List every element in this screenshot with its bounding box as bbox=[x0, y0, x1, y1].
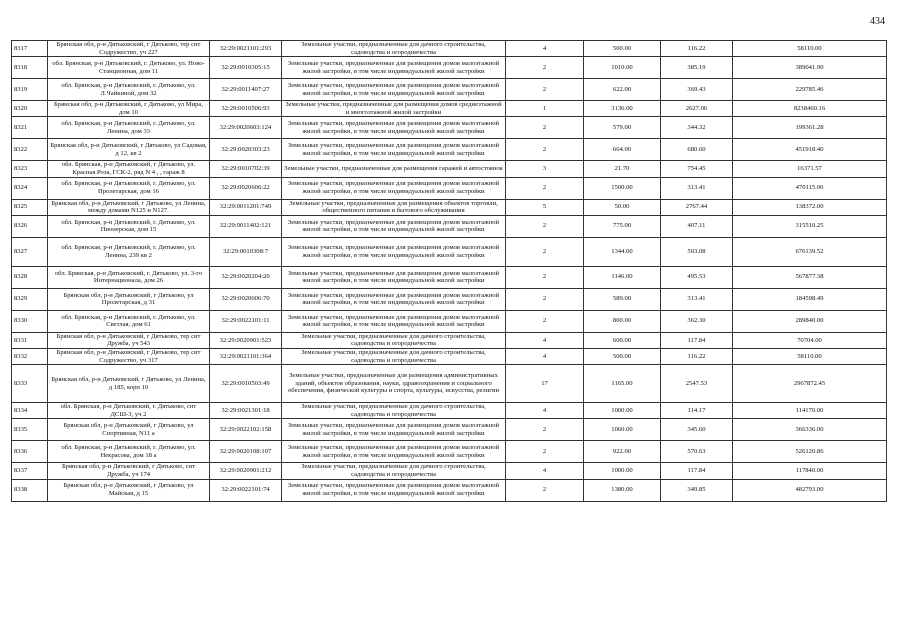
table-row bbox=[12, 215, 887, 237]
table-row bbox=[12, 101, 887, 117]
area-cell: 664.00 bbox=[584, 139, 661, 161]
cadastral-number-cell: 32:29:0010506:93 bbox=[210, 101, 282, 117]
specific-value-cell: 503.08 bbox=[661, 237, 733, 266]
address-cell: Брянская обл, р-н Дятьковский, г Дятьково, ул Ленина, между домами N125 и N127. bbox=[48, 199, 210, 215]
use-group-cell: 2 bbox=[506, 117, 584, 139]
specific-value-cell: 313.41 bbox=[661, 288, 733, 310]
table-row bbox=[12, 266, 887, 288]
row-number: 8319 bbox=[12, 79, 48, 101]
row-number: 8324 bbox=[12, 177, 48, 199]
cadastral-number-cell: 32:29:0010305:15 bbox=[210, 57, 282, 79]
specific-value-cell: 2627.06 bbox=[661, 101, 733, 117]
address-cell: обл. Брянская, р-н Дятьковский, г. Дятьково, ул. Л.Чайкиной, дом 32 bbox=[48, 79, 210, 101]
cadastral-value-cell: 482793.00 bbox=[733, 479, 887, 501]
cadastral-number-cell: 32:29:0011201:749 bbox=[210, 199, 282, 215]
area-cell: 1060.00 bbox=[584, 419, 661, 441]
row-number: 8330 bbox=[12, 310, 48, 332]
use-group-cell: 17 bbox=[506, 365, 584, 403]
land-use-cell: Земельные участки, предназначенные для размещения домов малоэтажной жилой застройки, в том числе индивидуальной жилой застройки bbox=[282, 237, 506, 266]
use-group-cell: 2 bbox=[506, 57, 584, 79]
row-number: 8337 bbox=[12, 463, 48, 479]
cadastral-value-cell: 366336.00 bbox=[733, 419, 887, 441]
cadastral-value-cell: 8238460.16 bbox=[733, 101, 887, 117]
cadastral-number-cell: 32:29:0020603:124 bbox=[210, 117, 282, 139]
table-row bbox=[12, 441, 887, 463]
row-number: 8332 bbox=[12, 348, 48, 364]
specific-value-cell: 116.22 bbox=[661, 41, 733, 57]
table-body bbox=[12, 41, 887, 502]
area-cell: 1010.00 bbox=[584, 57, 661, 79]
cadastral-value-cell: 199361.28 bbox=[733, 117, 887, 139]
row-number: 8323 bbox=[12, 161, 48, 177]
address-cell: обл. Брянская, р-н Дятьковский, г. Дятьково, ул. Ленина, дом 33 bbox=[48, 117, 210, 139]
address-cell: Брянская обл, р-н Дятьковский, г Дятьково, ул Пролетарская, д 31 bbox=[48, 288, 210, 310]
area-cell: 1146.00 bbox=[584, 266, 661, 288]
use-group-cell: 2 bbox=[506, 288, 584, 310]
specific-value-cell: 349.85 bbox=[661, 479, 733, 501]
row-number: 8318 bbox=[12, 57, 48, 79]
address-cell: Брянская обл, р-н Дятьковский, г Дятьково, ул Ленина, д 185, корп 10 bbox=[48, 365, 210, 403]
table-row bbox=[12, 310, 887, 332]
cadastral-number-cell: 32:29:0021101:293 bbox=[210, 41, 282, 57]
area-cell: 1380.00 bbox=[584, 479, 661, 501]
land-use-cell: Земельные участки, предназначенные для дачного строительства, садоводства и огородничества bbox=[282, 463, 506, 479]
area-cell: 800.00 bbox=[584, 310, 661, 332]
area-cell: 1000.00 bbox=[584, 403, 661, 419]
specific-value-cell: 385.19 bbox=[661, 57, 733, 79]
specific-value-cell: 116.22 bbox=[661, 348, 733, 364]
cadastral-number-cell: 32:29:0020901:523 bbox=[210, 332, 282, 348]
table-row bbox=[12, 288, 887, 310]
table-row bbox=[12, 177, 887, 199]
area-cell: 622.00 bbox=[584, 79, 661, 101]
cadastral-registry-table bbox=[11, 40, 887, 502]
land-use-cell: Земельные участки, предназначенные для размещения домов малоэтажной жилой застройки, в том числе индивидуальной жилой застройки bbox=[282, 441, 506, 463]
cadastral-value-cell: 567877.38 bbox=[733, 266, 887, 288]
cadastral-value-cell: 58110.00 bbox=[733, 41, 887, 57]
use-group-cell: 5 bbox=[506, 199, 584, 215]
table-row bbox=[12, 161, 887, 177]
row-number: 8326 bbox=[12, 215, 48, 237]
address-cell: Брянская обл, р-н Дятьковский, г Дятьково, тер снт Содружество, уч 317 bbox=[48, 348, 210, 364]
cadastral-value-cell: 470115.00 bbox=[733, 177, 887, 199]
land-use-cell: Земельные участки, предназначенные для размещения домов малоэтажной жилой застройки, в том числе индивидуальной жилой застройки bbox=[282, 117, 506, 139]
land-use-cell: Земельные участки, предназначенные для размещения домов среднеэтажной и многоэтажной жилой застройки bbox=[282, 101, 506, 117]
cadastral-value-cell: 58110.00 bbox=[733, 348, 887, 364]
table-row bbox=[12, 79, 887, 101]
cadastral-number-cell: 32:29:0022102:158 bbox=[210, 419, 282, 441]
land-use-cell: Земельные участки, предназначенные для размещения административных зданий, объектов образования, науки, здравоохранения и социального обеспечения, физической культуры и спорта, культуры, искусства, религии bbox=[282, 365, 506, 403]
specific-value-cell: 2767.44 bbox=[661, 199, 733, 215]
area-cell: 21.70 bbox=[584, 161, 661, 177]
land-use-cell: Земельные участки, предназначенные для размещения домов малоэтажной жилой застройки, в том числе индивидуальной жилой застройки bbox=[282, 215, 506, 237]
cadastral-number-cell: 32:29:0010503:49 bbox=[210, 365, 282, 403]
use-group-cell: 2 bbox=[506, 139, 584, 161]
land-use-cell: Земельные участки, предназначенные для размещения домов малоэтажной жилой застройки, в том числе индивидуальной жилой застройки bbox=[282, 79, 506, 101]
specific-value-cell: 495.53 bbox=[661, 266, 733, 288]
land-use-cell: Земельные участки, предназначенные для размещения домов малоэтажной жилой застройки, в том числе индивидуальной жилой застройки bbox=[282, 139, 506, 161]
address-cell: обл. Брянская, р-н Дятьковский, г. Дятьково, ул. Пролетарская, дом 16 bbox=[48, 177, 210, 199]
use-group-cell: 2 bbox=[506, 237, 584, 266]
row-number: 8322 bbox=[12, 139, 48, 161]
cadastral-number-cell: 32:29:0020204:20 bbox=[210, 266, 282, 288]
use-group-cell: 3 bbox=[506, 161, 584, 177]
table-row bbox=[12, 117, 887, 139]
cadastral-value-cell: 114170.00 bbox=[733, 403, 887, 419]
area-cell: 600.00 bbox=[584, 332, 661, 348]
row-number: 8325 bbox=[12, 199, 48, 215]
table-row bbox=[12, 237, 887, 266]
specific-value-cell: 680.60 bbox=[661, 139, 733, 161]
table-row bbox=[12, 139, 887, 161]
cadastral-number-cell: 32:29:0020606:70 bbox=[210, 288, 282, 310]
cadastral-number-cell: 32:29:0022101:74 bbox=[210, 479, 282, 501]
cadastral-value-cell: 117840.00 bbox=[733, 463, 887, 479]
row-number: 8333 bbox=[12, 365, 48, 403]
address-cell: Брянская обл, р-н Дятьковский, г Дятьково, ул Спортивная, N11 а bbox=[48, 419, 210, 441]
cadastral-number-cell: 32:29:0020606:22 bbox=[210, 177, 282, 199]
use-group-cell: 2 bbox=[506, 177, 584, 199]
address-cell: обл. Брянская, р-н Дятьковский, г. Дятьково, ул. Ново-Станционная, дом 11 bbox=[48, 57, 210, 79]
address-cell: Брянская обл, р-н Дятьковский, г Дятьково, ул Мира, дом 10 bbox=[48, 101, 210, 117]
use-group-cell: 2 bbox=[506, 266, 584, 288]
area-cell: 50.00 bbox=[584, 199, 661, 215]
cadastral-number-cell: 32:29:0020303:23 bbox=[210, 139, 282, 161]
cadastral-number-cell: 32:29:0010702:39 bbox=[210, 161, 282, 177]
address-cell: обл. Брянская, р-н Дятьковский, г. Дятьково, ул. Пионерская, дом 15 bbox=[48, 215, 210, 237]
cadastral-value-cell: 138372.00 bbox=[733, 199, 887, 215]
specific-value-cell: 2547.53 bbox=[661, 365, 733, 403]
cadastral-value-cell: 229785.46 bbox=[733, 79, 887, 101]
specific-value-cell: 345.60 bbox=[661, 419, 733, 441]
use-group-cell: 2 bbox=[506, 441, 584, 463]
land-use-cell: Земельные участки, предназначенные для дачного строительства, садоводства и огородничества bbox=[282, 41, 506, 57]
table-row bbox=[12, 365, 887, 403]
cadastral-value-cell: 315510.25 bbox=[733, 215, 887, 237]
use-group-cell: 4 bbox=[506, 41, 584, 57]
address-cell: обл. Брянская, р-н Дятьковский, г. Дятьково, ул. Светлая, дом 61 bbox=[48, 310, 210, 332]
area-cell: 1344.00 bbox=[584, 237, 661, 266]
area-cell: 579.00 bbox=[584, 117, 661, 139]
use-group-cell: 4 bbox=[506, 463, 584, 479]
area-cell: 500.00 bbox=[584, 348, 661, 364]
area-cell: 775.00 bbox=[584, 215, 661, 237]
use-group-cell: 4 bbox=[506, 403, 584, 419]
specific-value-cell: 362.30 bbox=[661, 310, 733, 332]
address-cell: Брянская обл, р-н Дятьковский, г Дятьково, тер снт Содружество, уч 227 bbox=[48, 41, 210, 57]
specific-value-cell: 754.45 bbox=[661, 161, 733, 177]
address-cell: обл. Брянская, р-н Дятьковский, г. Дятьково, ул. Ленина, 239 кв 2 bbox=[48, 237, 210, 266]
area-cell: 1165.00 bbox=[584, 365, 661, 403]
table-row bbox=[12, 419, 887, 441]
use-group-cell: 4 bbox=[506, 332, 584, 348]
cadastral-number-cell: 32:29:0020901:212 bbox=[210, 463, 282, 479]
land-use-cell: Земельные участки, предназначенные для дачного строительства, садоводства и огородничества bbox=[282, 403, 506, 419]
table-row bbox=[12, 57, 887, 79]
specific-value-cell: 313.41 bbox=[661, 177, 733, 199]
cadastral-value-cell: 70704.00 bbox=[733, 332, 887, 348]
cadastral-number-cell: 32:29:0010308:7 bbox=[210, 237, 282, 266]
use-group-cell: 2 bbox=[506, 479, 584, 501]
use-group-cell: 4 bbox=[506, 348, 584, 364]
specific-value-cell: 114.17 bbox=[661, 403, 733, 419]
specific-value-cell: 369.43 bbox=[661, 79, 733, 101]
address-cell: Брянская обл, р-н Дятьковский, г Дятьково, ул Майская, д 15 bbox=[48, 479, 210, 501]
cadastral-number-cell: 32:29:0020108:107 bbox=[210, 441, 282, 463]
row-number: 8329 bbox=[12, 288, 48, 310]
use-group-cell: 2 bbox=[506, 79, 584, 101]
table-row bbox=[12, 479, 887, 501]
table-row bbox=[12, 403, 887, 419]
row-number: 8335 bbox=[12, 419, 48, 441]
area-cell: 922.00 bbox=[584, 441, 661, 463]
cadastral-value-cell: 2967872.45 bbox=[733, 365, 887, 403]
table-row bbox=[12, 463, 887, 479]
address-cell: обл. Брянская, р-н Дятьковский, г. Дятьково, ул. 3-го Интернационала, дом 26 bbox=[48, 266, 210, 288]
address-cell: Брянская обл, р-н Дятьковский, г Дятьково, ул Садовая, д 12, кв 2 bbox=[48, 139, 210, 161]
row-number: 8336 bbox=[12, 441, 48, 463]
address-cell: Брянская обл, р-н Дятьковский, г Дятьково, тер снт Дружба, уч 543 bbox=[48, 332, 210, 348]
specific-value-cell: 344.32 bbox=[661, 117, 733, 139]
cadastral-number-cell: 32:29:0021301:18 bbox=[210, 403, 282, 419]
land-use-cell: Земельные участки, предназначенные для размещения домов малоэтажной жилой застройки, в том числе индивидуальной жилой застройки bbox=[282, 266, 506, 288]
use-group-cell: 2 bbox=[506, 215, 584, 237]
specific-value-cell: 117.84 bbox=[661, 332, 733, 348]
land-use-cell: Земельные участки, предназначенные для размещения домов малоэтажной жилой застройки, в том числе индивидуальной жилой застройки bbox=[282, 288, 506, 310]
row-number: 8320 bbox=[12, 101, 48, 117]
area-cell: 3136.00 bbox=[584, 101, 661, 117]
table-row bbox=[12, 199, 887, 215]
cadastral-value-cell: 526120.86 bbox=[733, 441, 887, 463]
cadastral-value-cell: 289840.00 bbox=[733, 310, 887, 332]
address-cell: обл. Брянская, р-н Дятьковский, г. Дятьково, снт ДСШ-3, уч 2 bbox=[48, 403, 210, 419]
specific-value-cell: 570.63 bbox=[661, 441, 733, 463]
land-use-cell: Земельные участки, предназначенные для размещения объектов торговли, общественного питания и бытового обслуживания bbox=[282, 199, 506, 215]
use-group-cell: 1 bbox=[506, 101, 584, 117]
cadastral-value-cell: 389041.90 bbox=[733, 57, 887, 79]
address-cell: обл. Брянская, р-н Дятьковский, г. Дятьково, ул. Некрасова, дом 18 а bbox=[48, 441, 210, 463]
use-group-cell: 2 bbox=[506, 310, 584, 332]
land-use-cell: Земельные участки, предназначенные для размещения домов малоэтажной жилой застройки, в том числе индивидуальной жилой застройки bbox=[282, 310, 506, 332]
row-number: 8331 bbox=[12, 332, 48, 348]
cadastral-value-cell: 676139.52 bbox=[733, 237, 887, 266]
land-use-cell: Земельные участки, предназначенные для дачного строительства, садоводства и огородничества bbox=[282, 348, 506, 364]
table-row bbox=[12, 332, 887, 348]
row-number: 8321 bbox=[12, 117, 48, 139]
cadastral-number-cell: 32:29:0021101:364 bbox=[210, 348, 282, 364]
use-group-cell: 2 bbox=[506, 419, 584, 441]
area-cell: 1500.00 bbox=[584, 177, 661, 199]
land-use-cell: Земельные участки, предназначенные для размещения домов малоэтажной жилой застройки, в том числе индивидуальной жилой застройки bbox=[282, 419, 506, 441]
cadastral-value-cell: 16371.57 bbox=[733, 161, 887, 177]
area-cell: 1000.00 bbox=[584, 463, 661, 479]
address-cell: обл. Брянская, р-н Дятьковский, г Дятьково, ул. Красная Роза, ГСК-2, ряд N 4 , , гараж 8 bbox=[48, 161, 210, 177]
cadastral-value-cell: 184598.49 bbox=[733, 288, 887, 310]
land-use-cell: Земельные участки, предназначенные для дачного строительства, садоводства и огородничества bbox=[282, 332, 506, 348]
specific-value-cell: 117.84 bbox=[661, 463, 733, 479]
cadastral-value-cell: 451918.40 bbox=[733, 139, 887, 161]
specific-value-cell: 407.11 bbox=[661, 215, 733, 237]
area-cell: 589.00 bbox=[584, 288, 661, 310]
cadastral-number-cell: 32:29:0022101:11 bbox=[210, 310, 282, 332]
page-number: 434 bbox=[870, 16, 885, 27]
row-number: 8317 bbox=[12, 41, 48, 57]
area-cell: 500.00 bbox=[584, 41, 661, 57]
cadastral-number-cell: 32:29:0011402:121 bbox=[210, 215, 282, 237]
land-use-cell: Земельные участки, предназначенные для размещения домов малоэтажной жилой застройки, в том числе индивидуальной жилой застройки bbox=[282, 57, 506, 79]
table-row bbox=[12, 348, 887, 364]
land-use-cell: Земельные участки, предназначенные для размещения гаражей и автостоянок bbox=[282, 161, 506, 177]
row-number: 8328 bbox=[12, 266, 48, 288]
table-row bbox=[12, 41, 887, 57]
row-number: 8327 bbox=[12, 237, 48, 266]
land-use-cell: Земельные участки, предназначенные для размещения домов малоэтажной жилой застройки, в том числе индивидуальной жилой застройки bbox=[282, 177, 506, 199]
row-number: 8338 bbox=[12, 479, 48, 501]
row-number: 8334 bbox=[12, 403, 48, 419]
land-use-cell: Земельные участки, предназначенные для размещения домов малоэтажной жилой застройки, в том числе индивидуальной жилой застройки bbox=[282, 479, 506, 501]
address-cell: Брянская обл, р-н Дятьковский, г Дятьково, снт Дружба, уч 174 bbox=[48, 463, 210, 479]
cadastral-number-cell: 32:29:0011407:27 bbox=[210, 79, 282, 101]
